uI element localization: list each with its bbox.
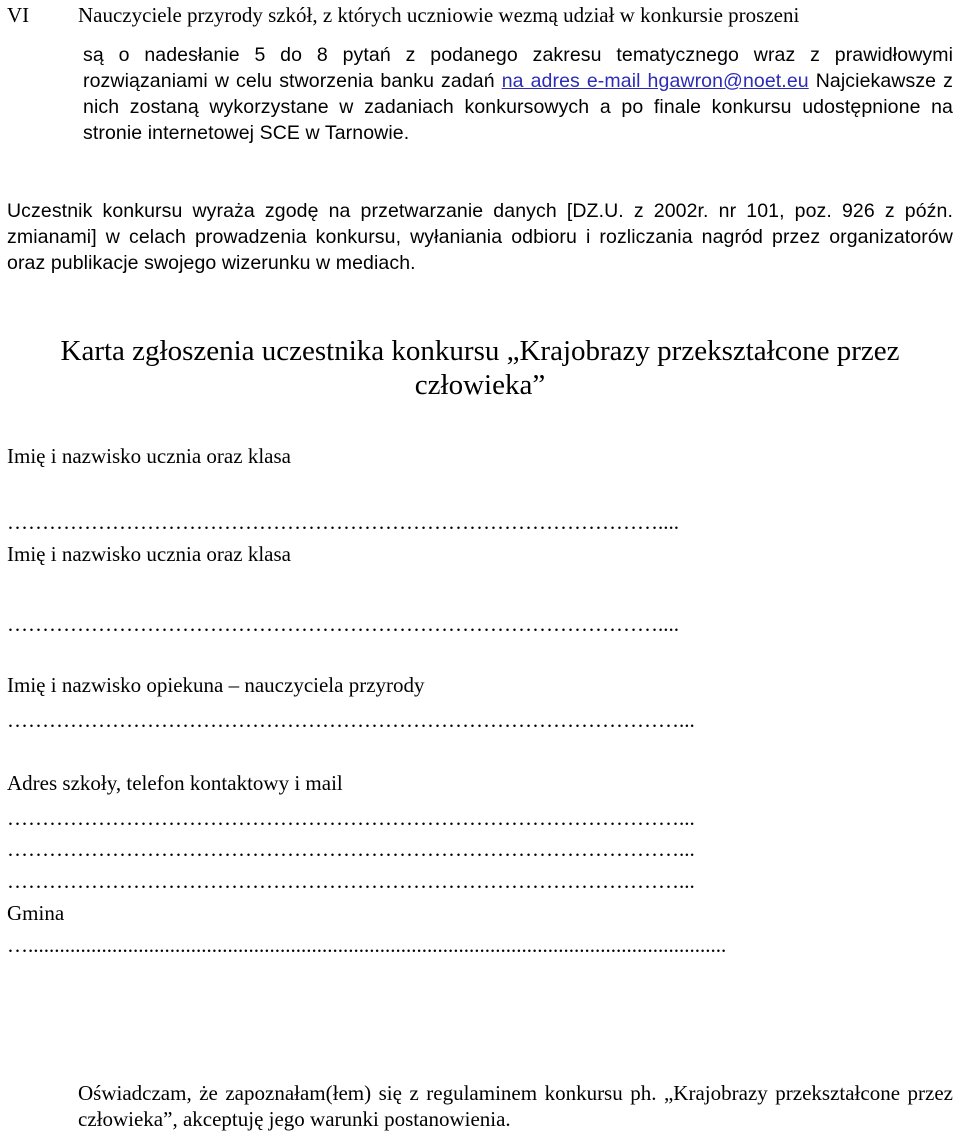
teacher-input-line[interactable]: ……………………………………………………………………………………... xyxy=(7,708,695,732)
intro-text-after-link: Najciekawsze z nich zostaną wykorzystane w zadaniach konkursowych a po finale konkursu udostępnione na stronie internetowej SCE w Tarnowie. xyxy=(83,70,953,144)
intro-first-line: Nauczyciele przyrody szkół, z których uczniowie wezmą udział w konkursie proszeni xyxy=(78,3,800,27)
student2-input-line[interactable]: ………………………………………………………………………………….... xyxy=(7,612,679,636)
declaration-paragraph: Oświadczam, że zapoznałam(łem) się z regulaminem konkursu ph. „Krajobrazy przekształcone przez człowieka”, akceptuję jego warunki postanowienia. xyxy=(78,1081,953,1131)
address-label: Adres szkoły, telefon kontaktowy i mail xyxy=(7,771,343,795)
student1-input-line[interactable]: ………………………………………………………………………………….... xyxy=(7,510,679,534)
student2-label: Imię i nazwisko ucznia oraz klasa xyxy=(7,542,291,566)
intro-text-before-link: są o nadesłanie 5 do 8 pytań z podanego zakresu tematycznego wraz z prawidłowymi rozwiązaniami w celu stworzenia banku zadań xyxy=(83,44,953,92)
address-input-line-2[interactable]: ……………………………………………………………………………………... xyxy=(7,837,695,861)
consent-paragraph: Uczestnik konkursu wyraża zgodę na przetwarzanie danych [DZ.U. z 2002r. nr 101, poz. 926 z późn. zmianami] w celach prowadzenia konkursu, wyłaniania odbioru i rozliczania nagród przez organizatorów oraz publikacje swojego wizerunku w mediach. xyxy=(7,200,953,274)
address-input-line-3[interactable]: ……………………………………………………………………………………... xyxy=(7,869,695,893)
student1-label: Imię i nazwisko ucznia oraz klasa xyxy=(7,444,291,468)
email-link[interactable]: na adres e-mail hgawron@noet.eu xyxy=(501,70,809,92)
teacher-label: Imię i nazwisko opiekuna – nauczyciela przyrody xyxy=(7,673,425,697)
commune-input-line[interactable]: …..................................................................................................................................... xyxy=(7,933,727,957)
intro-paragraph xyxy=(83,42,953,146)
address-input-line-1[interactable]: ……………………………………………………………………………………... xyxy=(7,806,695,830)
form-title: Karta zgłoszenia uczestnika konkursu „Krajobrazy przekształcone przez człowieka” xyxy=(60,335,900,401)
commune-label: Gmina xyxy=(7,901,65,925)
section-number: VI xyxy=(7,3,30,27)
